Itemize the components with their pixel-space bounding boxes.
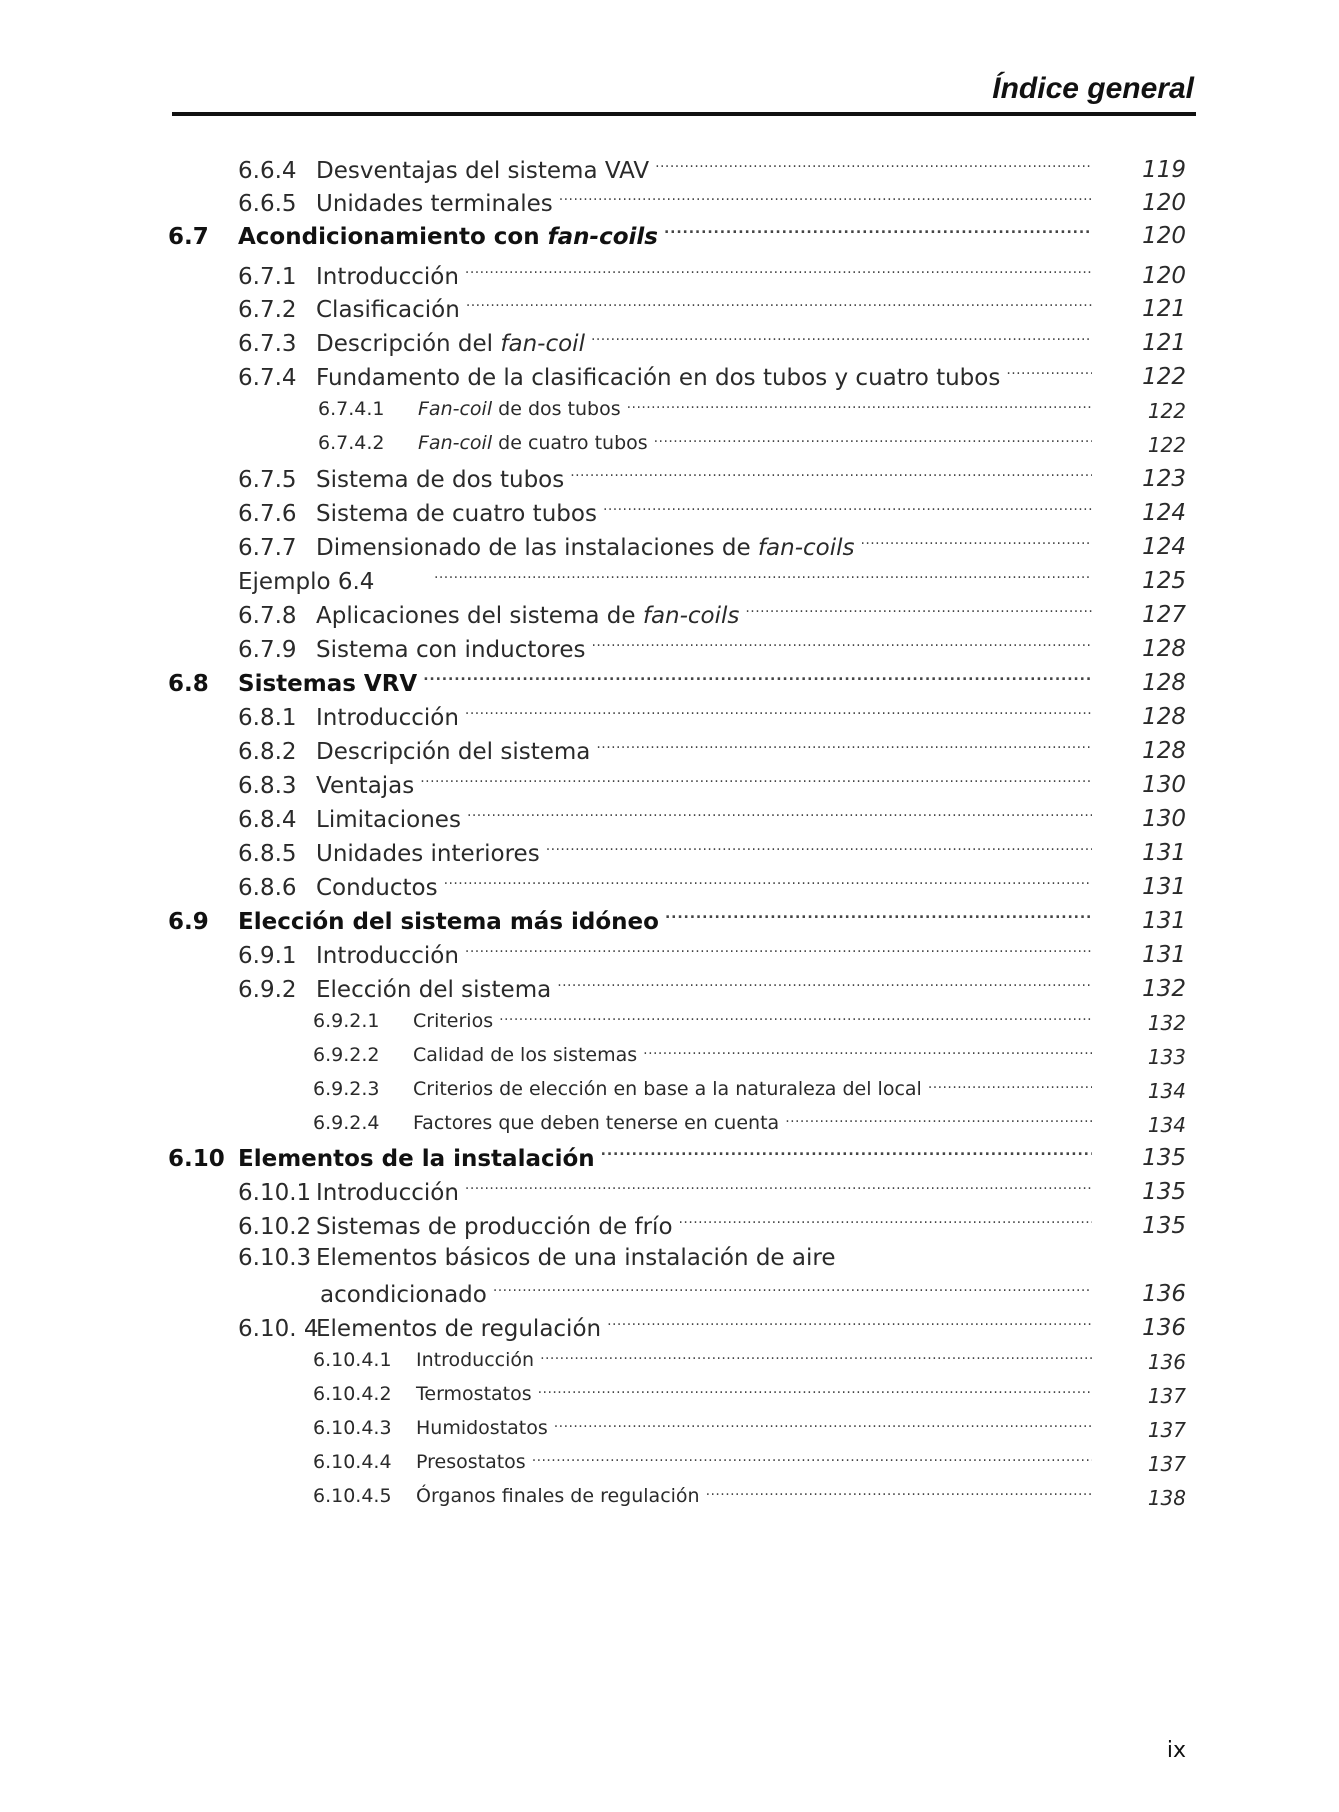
toc-page-number: 130 <box>1142 806 1186 832</box>
toc-page-number: 128 <box>1142 636 1186 662</box>
toc-title: Descripción del sistema <box>316 739 591 765</box>
toc-title: Limitaciones <box>316 807 461 833</box>
toc-number: 6.10.4.5 <box>313 1485 392 1507</box>
toc-title: Elementos básicos de una instalación de aire <box>316 1245 836 1271</box>
toc-number: 6.9.2.4 <box>313 1112 380 1134</box>
toc-leader-dots <box>601 1143 1092 1166</box>
toc-leader-dots <box>465 940 1092 963</box>
toc-leader-dots <box>499 1008 1092 1027</box>
toc-leader-dots <box>928 1076 1092 1095</box>
toc-number: 6.10.4.2 <box>313 1383 392 1405</box>
toc-page-number: 124 <box>1142 534 1186 560</box>
toc-title: Humidostatos <box>416 1417 548 1439</box>
toc-title-italic: Fan-coil <box>418 432 493 454</box>
toc-page-number: 121 <box>1142 330 1186 356</box>
toc-number: 6.9.2.2 <box>313 1044 380 1066</box>
toc-leader-dots <box>570 464 1092 487</box>
toc-number: 6.6.5 <box>238 191 297 217</box>
toc-row <box>168 668 1092 698</box>
toc-leader-dots <box>664 221 1092 244</box>
toc-row <box>313 1076 1092 1106</box>
toc-row <box>168 221 1092 251</box>
toc-leader-dots <box>1006 362 1092 385</box>
toc-title-italic: fan-coils <box>547 224 658 250</box>
toc-leader-dots <box>679 1211 1092 1234</box>
toc-row <box>238 838 1092 868</box>
toc-row <box>238 155 1092 185</box>
toc-number: 6.10.4.3 <box>313 1417 392 1439</box>
toc-number: 6.8.4 <box>238 807 297 833</box>
toc-page-number: 135 <box>1142 1179 1186 1205</box>
toc-number: 6.10. 4 <box>238 1316 319 1342</box>
toc-leader-dots <box>420 770 1092 793</box>
toc-number: 6.7.9 <box>238 637 297 663</box>
toc-row <box>238 736 1092 766</box>
toc-row <box>238 974 1092 1004</box>
toc-leader-dots <box>423 668 1092 691</box>
toc-title-italic: fan-coils <box>642 603 740 629</box>
toc-page-number: 131 <box>1142 874 1186 900</box>
toc-leader-dots <box>596 736 1092 759</box>
toc-row <box>313 1008 1092 1038</box>
toc-title-italic: fan-coil <box>500 331 585 357</box>
toc-row <box>238 566 1092 596</box>
toc-title: Sistema de cuatro tubos <box>316 501 597 527</box>
toc-leader-dots <box>557 974 1092 997</box>
toc-page-number: 123 <box>1142 466 1186 492</box>
toc-row <box>168 1143 1092 1173</box>
toc-page-number: 137 <box>1147 1418 1186 1442</box>
toc-row <box>313 1042 1092 1072</box>
toc-title: Dimensionado de las instalaciones de fan-coils <box>316 535 855 561</box>
toc-page-number: 122 <box>1142 364 1186 390</box>
toc-number: 6.7.4 <box>238 365 297 391</box>
toc-title: Criterios de elección en base a la naturaleza del local <box>413 1078 922 1100</box>
toc-leader-dots <box>466 294 1092 317</box>
toc-leader-dots <box>603 498 1092 521</box>
toc-number: 6.8.3 <box>238 773 297 799</box>
toc-leader-dots <box>493 1279 1092 1302</box>
toc-title: Introducción <box>416 1349 535 1371</box>
toc-page-number: 137 <box>1147 1452 1186 1476</box>
toc-number: 6.7.2 <box>238 297 297 323</box>
toc-page-number: 124 <box>1142 500 1186 526</box>
toc-title: Acondicionamiento con fan-coils <box>238 224 658 250</box>
toc-title: Introducción <box>316 264 459 290</box>
toc-leader-dots <box>554 1415 1092 1434</box>
toc-row <box>238 1313 1092 1343</box>
toc-number: 6.9 <box>168 909 209 935</box>
toc-page-number: 122 <box>1147 399 1186 423</box>
toc-page-number: 120 <box>1142 223 1186 249</box>
toc-number: 6.7.4.2 <box>318 432 385 454</box>
toc-number: 6.7.6 <box>238 501 297 527</box>
toc-page-number: 122 <box>1147 433 1186 457</box>
toc-page-number: 128 <box>1142 738 1186 764</box>
toc-page-number: 120 <box>1142 190 1186 216</box>
toc-number: 6.8.1 <box>238 705 297 731</box>
toc-row <box>238 328 1092 358</box>
toc-number: 6.7.7 <box>238 535 297 561</box>
toc-number: 6.9.2.3 <box>313 1078 380 1100</box>
toc-title: Sistemas VRV <box>238 671 418 697</box>
toc-leader-dots <box>607 1313 1092 1336</box>
toc-title: Presostatos <box>416 1451 526 1473</box>
toc-title: Fundamento de la clasificación en dos tubos y cuatro tubos <box>316 365 1001 391</box>
toc-row <box>313 1110 1092 1140</box>
toc-row <box>238 362 1092 392</box>
toc-leader-dots <box>860 532 1092 555</box>
toc-title: Criterios <box>413 1010 494 1032</box>
toc-leader-dots <box>665 906 1092 929</box>
toc-row <box>238 261 1092 291</box>
toc-page-number: 131 <box>1142 908 1186 934</box>
toc-title: Sistemas de producción de frío <box>316 1214 673 1240</box>
toc-page-number: 136 <box>1147 1350 1186 1374</box>
toc-row <box>238 1211 1092 1241</box>
toc-title: Sistema de dos tubos <box>316 467 565 493</box>
toc-leader-dots <box>532 1449 1092 1468</box>
toc-page-number: 138 <box>1147 1486 1186 1510</box>
toc-page-number: 135 <box>1142 1213 1186 1239</box>
toc-number: 6.10.1 <box>238 1180 312 1206</box>
toc-number: 6.9.2 <box>238 977 297 1003</box>
toc-row <box>238 940 1092 970</box>
toc-title: Descripción del fan-coil <box>316 331 585 357</box>
toc-number: 6.8.5 <box>238 841 297 867</box>
toc-title: Elección del sistema más idóneo <box>238 909 659 935</box>
toc-row <box>238 702 1092 732</box>
toc-title-italic: fan-coils <box>757 535 855 561</box>
toc-title: Introducción <box>316 705 459 731</box>
toc-number: 6.10 <box>168 1146 225 1172</box>
toc-title: Ventajas <box>316 773 415 799</box>
toc-number: 6.9.1 <box>238 943 297 969</box>
toc-leader-dots <box>465 702 1092 725</box>
toc-row <box>238 770 1092 800</box>
toc-row <box>238 804 1092 834</box>
toc-page-number: 132 <box>1142 976 1186 1002</box>
toc-page-number: 119 <box>1142 157 1186 183</box>
toc-leader-dots <box>546 838 1092 861</box>
toc-leader-dots <box>540 1347 1092 1366</box>
toc-page-number: 132 <box>1147 1011 1186 1035</box>
toc-page-number: 131 <box>1142 942 1186 968</box>
toc-leader-dots <box>655 155 1092 178</box>
toc-row <box>238 498 1092 528</box>
toc-page-number: 130 <box>1142 772 1186 798</box>
toc-title: Elementos de la instalación <box>238 1146 595 1172</box>
page-folio: ix <box>1166 1738 1186 1763</box>
toc-row <box>238 634 1092 664</box>
toc-leader-dots <box>444 872 1092 895</box>
toc-number: 6.8 <box>168 671 209 697</box>
toc-page-number: 128 <box>1142 670 1186 696</box>
toc-row <box>238 872 1092 902</box>
toc-row <box>238 1177 1092 1207</box>
toc-page-number: 131 <box>1142 840 1186 866</box>
toc-title: Clasificación <box>316 297 460 323</box>
toc-number: 6.9.2.1 <box>313 1010 380 1032</box>
toc-title: Fan-coil de cuatro tubos <box>418 432 648 454</box>
toc-page-number: 128 <box>1142 704 1186 730</box>
toc-row <box>318 430 1092 460</box>
toc-page-number: 127 <box>1142 602 1186 628</box>
toc-page-number: 136 <box>1142 1281 1186 1307</box>
toc-title: Aplicaciones del sistema de fan-coils <box>316 603 740 629</box>
toc-title: Órganos finales de regulación <box>416 1485 700 1507</box>
toc-leader-dots <box>627 396 1092 415</box>
toc-leader-dots <box>434 566 1092 589</box>
toc-page-number: 125 <box>1142 568 1186 594</box>
toc-title: Sistema con inductores <box>316 637 586 663</box>
toc-page-number: 120 <box>1142 263 1186 289</box>
toc-page-number: 135 <box>1142 1145 1186 1171</box>
toc-title: Unidades interiores <box>316 841 540 867</box>
toc-page-number: 121 <box>1142 296 1186 322</box>
toc-number: 6.8.2 <box>238 739 297 765</box>
toc-page-number: 134 <box>1147 1079 1186 1103</box>
toc-leader-dots <box>643 1042 1092 1061</box>
toc-title: Factores que deben tenerse en cuenta <box>413 1112 780 1134</box>
toc-title: Introducción <box>316 943 459 969</box>
toc-row <box>313 1483 1092 1513</box>
toc-page-number: 134 <box>1147 1113 1186 1137</box>
toc-row <box>168 906 1092 936</box>
toc-leader-dots <box>465 261 1092 284</box>
toc-leader-dots <box>559 188 1092 211</box>
toc-page-number: 137 <box>1147 1384 1186 1408</box>
toc-row <box>313 1381 1092 1411</box>
toc-title: Unidades terminales <box>316 191 553 217</box>
running-header <box>172 68 1196 116</box>
toc-leader-dots <box>654 430 1092 449</box>
toc-title: Elementos de regulación <box>316 1316 602 1342</box>
toc-number: 6.10.3 <box>238 1245 312 1271</box>
toc-page-number: 133 <box>1147 1045 1186 1069</box>
header-title: Índice general <box>992 72 1194 105</box>
toc-title: Introducción <box>316 1180 459 1206</box>
toc-row <box>238 1279 1092 1309</box>
toc-leader-dots <box>465 1177 1092 1200</box>
toc-title: Termostatos <box>416 1383 532 1405</box>
toc-title: Fan-coil de dos tubos <box>418 398 621 420</box>
toc-leader-dots <box>467 804 1092 827</box>
toc-row <box>313 1449 1092 1479</box>
toc-number: 6.7.4.1 <box>318 398 385 420</box>
toc-leader-dots <box>745 600 1092 623</box>
toc-row <box>238 532 1092 562</box>
toc-leader-dots <box>592 634 1092 657</box>
toc-title: acondicionado <box>320 1282 487 1308</box>
toc-row <box>313 1347 1092 1377</box>
toc-title: Conductos <box>316 875 438 901</box>
toc-title-italic: Fan-coil <box>418 398 493 420</box>
toc-leader-dots <box>785 1110 1092 1129</box>
toc-number: 6.7.3 <box>238 331 297 357</box>
toc-leader-dots <box>706 1483 1092 1502</box>
toc-row <box>238 600 1092 630</box>
toc-number: 6.6.4 <box>238 158 297 184</box>
toc-number: 6.7.5 <box>238 467 297 493</box>
toc-number: 6.7.1 <box>238 264 297 290</box>
toc-row <box>238 464 1092 494</box>
toc-number: 6.10.4.1 <box>313 1349 392 1371</box>
toc-row <box>318 396 1092 426</box>
toc-title: Elección del sistema <box>316 977 552 1003</box>
toc-row <box>313 1415 1092 1445</box>
toc-row <box>238 1245 1092 1275</box>
toc-number: 6.10.4.4 <box>313 1451 392 1473</box>
toc-number: 6.7 <box>168 224 209 250</box>
toc-leader-dots <box>538 1381 1092 1400</box>
toc-title: Calidad de los sistemas <box>413 1044 638 1066</box>
toc-number: 6.8.6 <box>238 875 297 901</box>
toc-leader-dots <box>591 328 1092 351</box>
toc-title: Desventajas del sistema VAV <box>316 158 650 184</box>
toc-page-number: 136 <box>1142 1315 1186 1341</box>
toc-row <box>238 294 1092 324</box>
toc-number: 6.10.2 <box>238 1214 312 1240</box>
toc-number: Ejemplo 6.4 <box>238 569 375 595</box>
toc-number: 6.7.8 <box>238 603 297 629</box>
toc-row <box>238 188 1092 218</box>
